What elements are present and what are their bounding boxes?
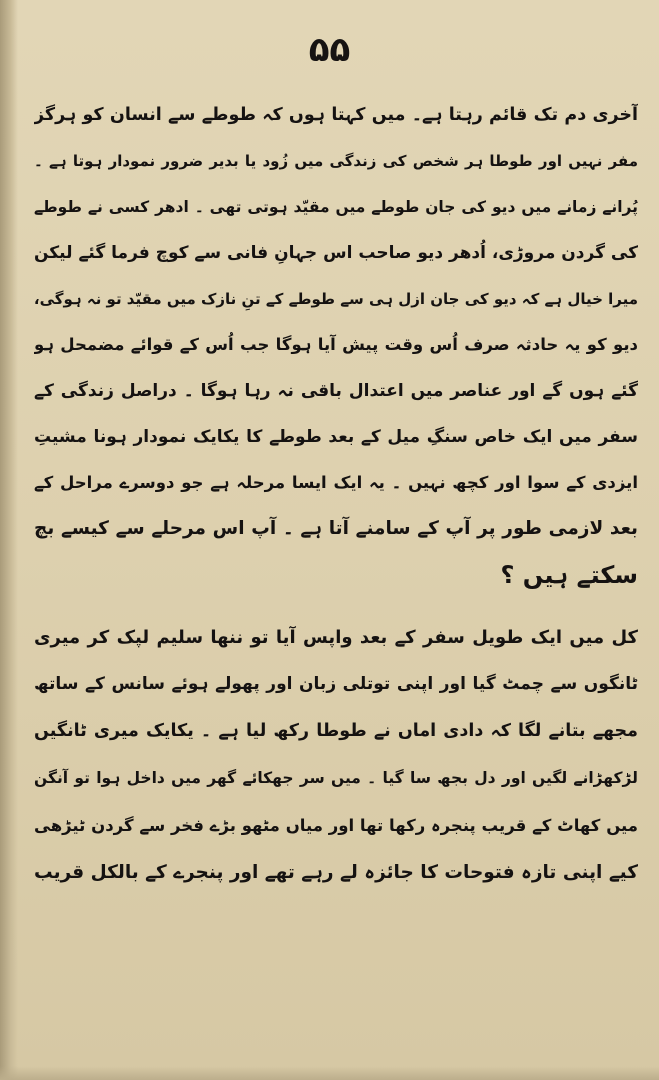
text-line: کی گردن مروڑی، اُدھر دیو صاحب اس جہانِ فانی سے کوچ فرما گئے لیکن: [34, 243, 638, 263]
text-line: لڑکھڑانے لگیں اور دل بجھ سا گیا ۔ میں سر جھکائے گھر میں داخل ہوا تو آنگن: [34, 769, 638, 787]
page-bottom-shadow: [0, 1066, 659, 1080]
text-line: دیو کو یہ حادثہ صرف اُس وقت پیش آیا ہوگا جب اُس کے قوائے مضمحل ہو: [34, 335, 638, 354]
text-line-last: سکتے ہیں ؟: [500, 561, 638, 589]
body-text: [34, 92, 638, 896]
text-line: ٹانگوں سے چمٹ گیا اور اپنی توتلی زبان اور پھولے ہوئے سانس کے ساتھ: [34, 674, 638, 694]
paragraph-gap: [34, 598, 638, 614]
page-number: ۵۵: [308, 30, 351, 70]
text-line: ایزدی کے سوا اور کچھ نہیں ۔ یہ ایک ایسا مرحلہ ہے جو دوسرے مراحل کے: [34, 473, 638, 492]
text-line: گئے ہوں گے اور عناصر میں اعتدال باقی نہ رہا ہوگا ۔ دراصل زندگی کے: [34, 381, 638, 401]
page-binding-shadow: [0, 0, 18, 1080]
text-line: میرا خیال ہے کہ دیو کی جان ازل ہی سے طوطے کے تنِ نازک میں مقیّد تو نہ ہوگی،: [34, 290, 638, 308]
text-line: مفر نہیں اور طوطا ہر شخص کی زندگی میں زُود یا بدیر ضرور نمودار ہوتا ہے ۔: [34, 152, 638, 170]
text-line: آخری دم تک قائم رہتا ہے۔ میں کہتا ہوں کہ طوطے سے انسان کو ہرگز: [34, 105, 638, 125]
text-line: مجھے بتانے لگا کہ دادی اماں نے طوطا رکھ لیا ہے ۔ یکایک میری ٹانگیں: [34, 721, 638, 741]
text-line: بعد لازمی طور پر آپ کے سامنے آتا ہے ۔ آپ اس مرحلے سے کیسے بچ: [34, 518, 638, 539]
text-line: سفر میں ایک خاص سنگِ میل کے بعد طوطے کا یکایک نمودار ہونا مشیتِ: [34, 427, 638, 447]
text-line: کیے اپنی تازہ فتوحات کا جائزہ لے رہے تھے اور پنجرے کے بالکل قریب: [34, 862, 638, 883]
text-line: کل میں ایک طویل سفر کے بعد واپس آیا تو ننھا سلیم لپک کر میری: [34, 627, 638, 648]
text-line: میں کھاٹ کے قریب پنجرہ رکھا تھا اور میاں مٹھو بڑے فخر سے گردن ٹیڑھی: [34, 816, 638, 835]
paragraph-1: [34, 92, 638, 598]
text-line: پُرانے زمانے میں دیو کی جان طوطے میں مقیّد ہوتی تھی ۔ ادھر کسی نے طوطے: [34, 198, 638, 216]
paragraph-2: [34, 614, 638, 896]
